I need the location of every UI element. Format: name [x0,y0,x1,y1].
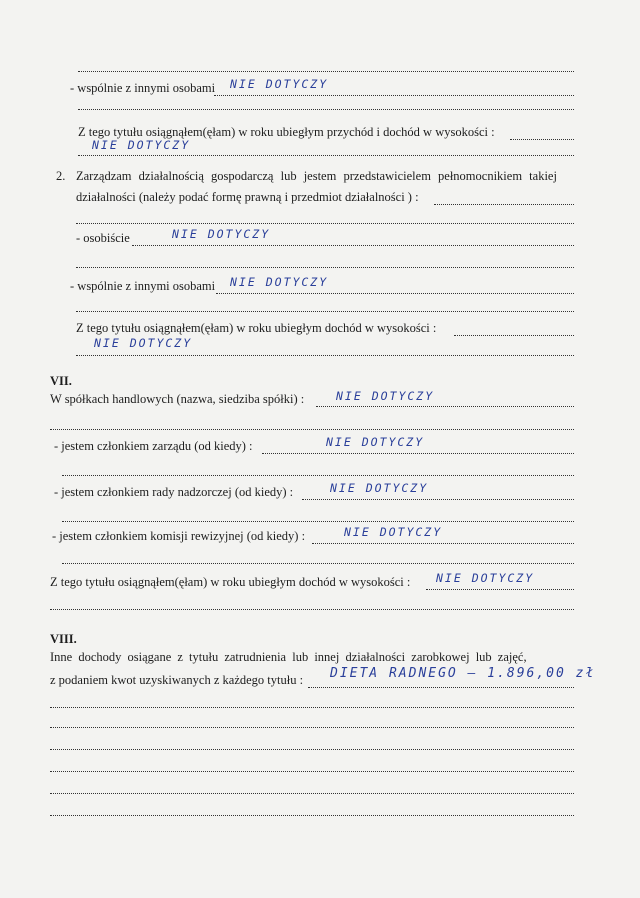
dotted-line [50,726,574,728]
s1-income-value: NIE DOTYCZY [92,138,191,152]
s8-line2: z podaniem kwot uzyskiwanych z każdego tytułu : [50,673,304,687]
s7-income-value: NIE DOTYCZY [436,571,535,585]
s7-zarzad-label: - jestem członkiem zarządu (od kiedy) : [54,439,253,453]
dotted-line [312,542,574,544]
s2-line2: działalności (należy podać formę prawną i przedmiot działalności ) : [76,190,419,204]
s7-zarzad-value: NIE DOTYCZY [326,435,425,449]
s8-value: DIETA RADNEGO — 1.896,00 zł [330,666,596,681]
dotted-line [434,203,574,205]
s2-osobiscie-value: NIE DOTYCZY [172,227,271,241]
s2-number: 2. [56,169,66,183]
dotted-line [308,686,574,688]
dotted-line [62,562,574,564]
s2-income-value: NIE DOTYCZY [94,336,193,350]
dotted-line [50,706,574,708]
s2-osobiscie-label: - osobiście [76,231,130,245]
section-viii-header: VIII. [50,632,77,646]
s7-komisja-label: - jestem członkiem komisji rewizyjnej (od kiedy) : [52,529,306,543]
dotted-line [316,405,574,407]
s2-line1: Zarządzam działalnością gospodarczą lub jestem przedstawicielem pełnomocnikiem takiej [76,169,557,183]
s1-wspolnie-value: NIE DOTYCZY [230,77,329,91]
s7-rada-value: NIE DOTYCZY [330,481,429,495]
s7-spolki-value: NIE DOTYCZY [336,389,435,403]
dotted-line [262,452,574,454]
dotted-line [62,474,574,476]
section-vii-header: VII. [50,374,72,388]
dotted-line [50,792,574,794]
s1-income-label: Z tego tytułu osiągnąłem(ęłam) w roku ubiegłym przychód i dochód w wysokości : [78,125,495,139]
dotted-line [454,334,574,336]
dotted-line [50,814,574,816]
s7-spolki-label: W spółkach handlowych (nazwa, siedziba spółki) : [50,392,305,406]
dotted-line [50,608,574,610]
s8-line1: Inne dochody osiągane z tytułu zatrudnienia lub innej działalności zarobkowej lub zajęć, [50,650,527,664]
s2-wspolnie-value: NIE DOTYCZY [230,275,329,289]
dotted-line [76,310,574,312]
dotted-line [76,222,574,224]
dotted-line [50,748,574,750]
s2-wspolnie-label: - wspólnie z innymi osobami [70,279,216,293]
dotted-line [78,154,574,156]
s1-wspolnie-label: - wspólnie z innymi osobami [70,81,216,95]
dotted-line [76,266,574,268]
dotted-line [78,70,574,72]
dotted-line [426,588,574,590]
dotted-line [132,244,574,246]
dotted-line [78,108,574,110]
s2-income-label: Z tego tytułu osiągnąłem(ęłam) w roku ubiegłym dochód w wysokości : [76,321,437,335]
dotted-line [50,770,574,772]
dotted-line [216,292,574,294]
dotted-line [214,94,574,96]
dotted-line [76,354,574,356]
s7-komisja-value: NIE DOTYCZY [344,525,443,539]
dotted-line [510,138,574,140]
s7-income-label: Z tego tytułu osiągnąłem(ęłam) w roku ubiegłym dochód w wysokości : [50,575,411,589]
dotted-line [302,498,574,500]
dotted-line [50,428,574,430]
dotted-line [62,520,574,522]
s7-rada-label: - jestem członkiem rady nadzorczej (od kiedy) : [54,485,294,499]
